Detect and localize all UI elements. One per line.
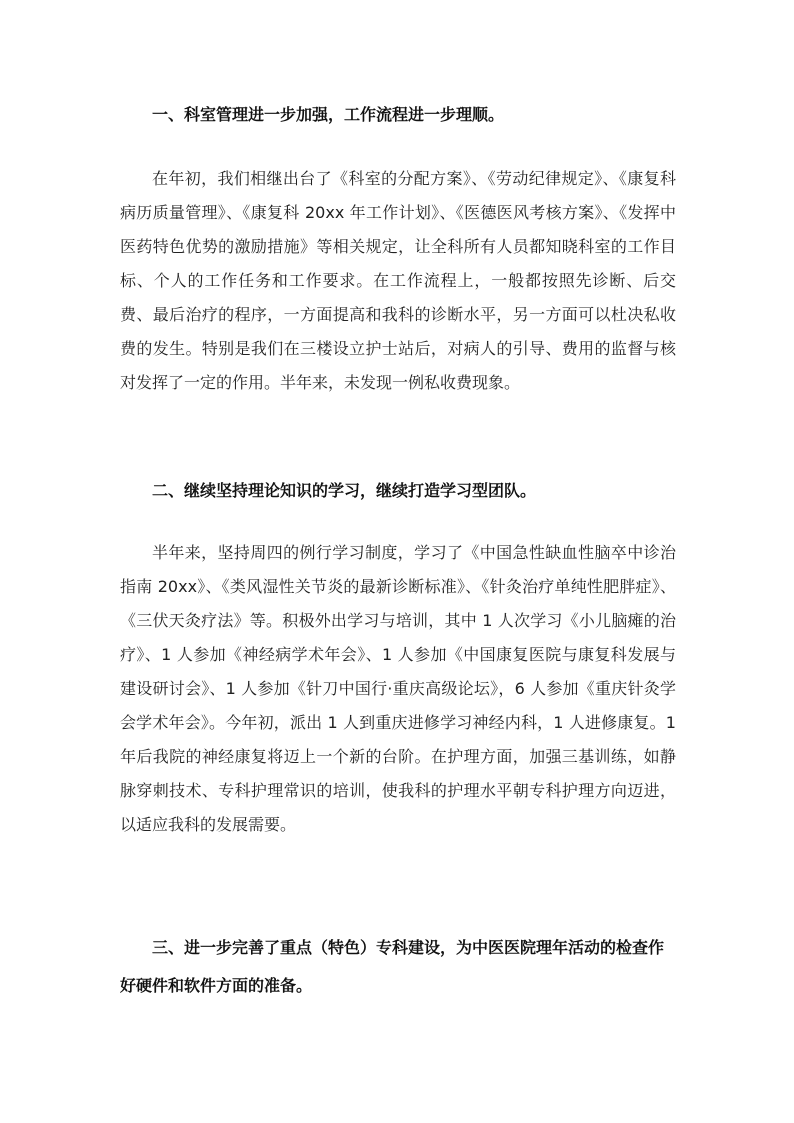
section-paragraph-1: 在年初，我们相继出台了《科室的分配方案》、《劳动纪律规定》、《康复科病历质量管理》、《康复科 20xx 年工作计划》、《医德医风考核方案》、《发挥中医药特色优势的激励措施》等相关规定，让全科所有人员都知晓科室的工作目标、个人的工作任务和工作要求。在工作流程上，一般都按照先诊断、后交费、最后治疗的程序，一方面提高和我科的诊断水平，另一方面可以杜决私收费的发生。特别是我们在三楼设立护士站后，对病人的引导、费用的监督与核对发挥了一定的作用。半年来，未发现一例私收费现象。 — [120, 169, 676, 392]
section-paragraph-2: 半年来，坚持周四的例行学习制度，学习了《中国急性缺血性脑卒中诊治指南 20xx》、《类风湿性关节炎的最新诊断标准》、《针灸治疗单纯性肥胖症》、《三伏天灸疗法》等。积极外出学习与培训，其中 1 人次学习《小儿脑瘫的治疗》、1 人参加《神经病学术年会》、1 人参加《中国康复医院与康复科发展与建设研讨会》、1 人参加《针刀中国行·重庆高级论坛》，6 人参加《重庆针灸学会学术年会》。今年初，派出 1 人到重庆进修学习神经内科，1 人进修康复。1 年后我院的神经康复将迈上一个新的台阶。在护理方面，加强三基训练，如静脉穿刺技术、专科护理常识的培训，使我科的护理水平朝专科护理方向迈进，以适应我科的发展需要。 — [120, 543, 676, 834]
section-heading-3: 三、进一步完善了重点（特色）专科建设，为中医医院理年活动的检查作好硬件和软件方面的准备。 — [120, 938, 665, 995]
section-heading-1: 一、科室管理进一步加强，工作流程进一步理顺。 — [152, 105, 505, 124]
section-heading-2: 二、继续坚持理论知识的学习，继续打造学习型团队。 — [152, 481, 537, 500]
